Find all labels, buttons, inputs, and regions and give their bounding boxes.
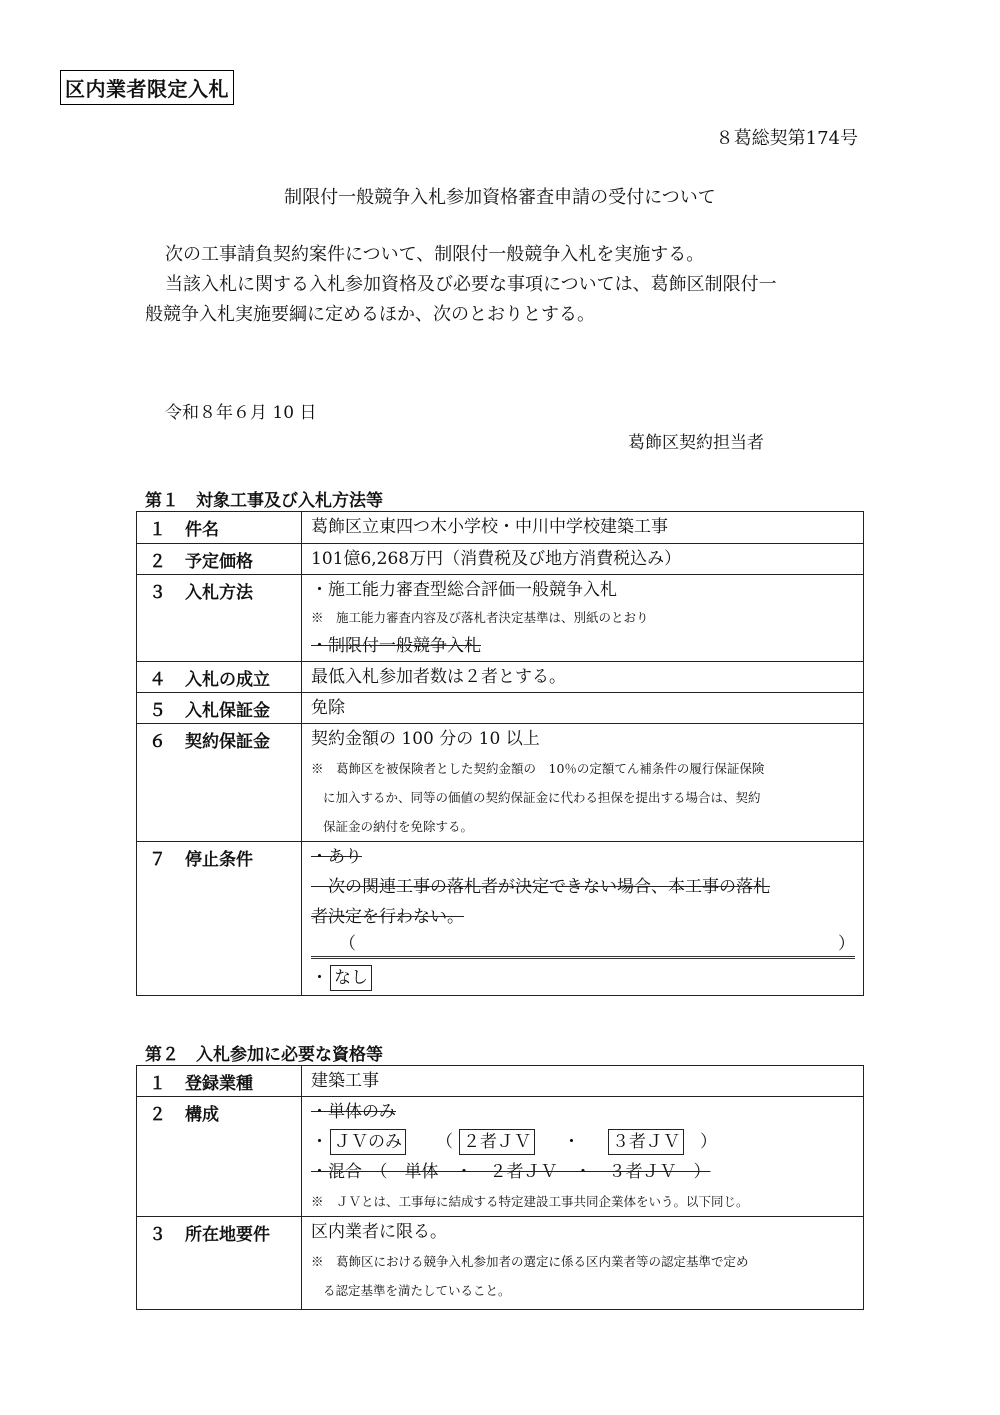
limited-bid-badge: 区内業者限定入札 — [60, 70, 234, 105]
paren-close: ） — [838, 934, 855, 954]
table-row — [137, 662, 864, 693]
contract-deposit-note-2: に加入するか、同等の価値の契約保証金に代わる担保を提出する場合は、契約 — [323, 790, 761, 805]
contract-deposit-value: 契約金額の 100 分の 10 以上 — [311, 729, 540, 749]
section1-heading: 第１ 対象工事及び入札方法等 — [145, 491, 383, 511]
bid-method-note: ※ 施工能力審査内容及び落札者決定基準は、別紙のとおり — [311, 610, 649, 625]
bid-method-option-1: ・施工能力審査型総合評価一般競争入札 — [311, 580, 617, 600]
row-label: ７ 停止条件 — [137, 842, 302, 996]
contract-deposit-note-1: ※ 葛飾区を被保険者とした契約金額の 10％の定額てん補条件の履行保証保険 — [311, 761, 765, 776]
row-label: ３ 所在地要件 — [137, 1217, 302, 1310]
contract-deposit — [302, 724, 864, 842]
intro-line-2: 当該入札に関する入札参加資格及び必要な事項については、葛飾区制限付一 — [165, 274, 777, 295]
row-label: ２ 予定価格 — [137, 544, 302, 575]
paren-open: （ — [339, 934, 356, 954]
issue-date: 令和８年６月 10 日 — [165, 403, 317, 423]
issuer: 葛飾区契約担当者 — [628, 433, 764, 453]
table-row — [137, 512, 864, 544]
selected-option-none: なし — [330, 965, 372, 991]
table-row — [137, 724, 864, 842]
row-label: １ 件名 — [137, 512, 302, 544]
section2-heading: 第２ 入札参加に必要な資格等 — [145, 1045, 383, 1065]
section2-table — [136, 1065, 864, 1310]
row-label: ５ 入札保証金 — [137, 693, 302, 724]
suspension-text-1: 次の関連工事の落札者が決定できない場合、本工事の落札 — [311, 877, 770, 897]
suspension-text-2: 者決定を行わない。 — [311, 907, 464, 927]
table-row — [137, 544, 864, 575]
row-label: ２ 構成 — [137, 1097, 302, 1217]
section1-table — [136, 511, 864, 996]
composition-option-jv: ・ ＪＶのみ （ ２者ＪＶ ・ ３者ＪＶ ） — [311, 1127, 855, 1157]
composition-option-mixed: ・混合 （ 単体 ・ ２者ＪＶ ・ ３者ＪＶ ） — [311, 1162, 711, 1182]
table-row — [137, 1097, 864, 1217]
table-row — [137, 575, 864, 662]
row-label: ３ 入札方法 — [137, 575, 302, 662]
suspension-option-yes: ・あり — [311, 847, 362, 867]
table-row — [137, 1066, 864, 1097]
location-note-2: る認定基準を満たしていること。 — [323, 1283, 511, 1298]
bid-deposit: 免除 — [302, 693, 864, 724]
composition — [302, 1097, 864, 1217]
related-work-blank — [311, 932, 855, 959]
document-number: ８葛総契第174号 — [715, 128, 858, 149]
intro-line-1: 次の工事請負契約案件について、制限付一般競争入札を実施する。 — [165, 244, 705, 265]
location-note-1: ※ 葛飾区における競争入札参加者の選定に係る区内業者等の認定基準で定め — [311, 1254, 749, 1269]
suspension-condition — [302, 842, 864, 996]
suspension-option-no: ・ なし — [311, 963, 855, 995]
row-label: ６ 契約保証金 — [137, 724, 302, 842]
row-label: ４ 入札の成立 — [137, 662, 302, 693]
table-row — [137, 842, 864, 996]
intro-line-3: 般競争入札実施要綱に定めるほか、次のとおりとする。 — [145, 304, 595, 325]
location-requirement-value: 区内業者に限る。 — [311, 1222, 447, 1242]
intro-paragraph — [145, 240, 875, 330]
document-title: 制限付一般競争入札参加資格審査申請の受付について — [284, 187, 716, 208]
project-name: 葛飾区立東四つ木小学校・中川中学校建築工事 — [302, 512, 864, 544]
bid-method-option-2: ・制限付一般競争入札 — [311, 636, 481, 656]
estimated-price: 101億6,268万円（消費税及び地方消費税込み） — [302, 544, 864, 575]
row-label: １ 登録業種 — [137, 1066, 302, 1097]
bid-method — [302, 575, 864, 662]
composition-note: ※ ＪＶとは、工事毎に結成する特定建設工事共同企業体をいう。以下同じ。 — [311, 1194, 749, 1209]
registered-category: 建築工事 — [302, 1066, 864, 1097]
table-row — [137, 693, 864, 724]
bid-establishment: 最低入札参加者数は２者とする。 — [302, 662, 864, 693]
contract-deposit-note-3: 保証金の納付を免除する。 — [323, 819, 474, 834]
composition-option-single: ・単体のみ — [311, 1102, 396, 1122]
selected-option-3-jv: ３者ＪＶ — [608, 1129, 684, 1155]
selected-option-jv-only: ＪＶのみ — [330, 1129, 406, 1155]
table-row — [137, 1217, 864, 1310]
location-requirement — [302, 1217, 864, 1310]
selected-option-2-jv: ２者ＪＶ — [459, 1129, 535, 1155]
